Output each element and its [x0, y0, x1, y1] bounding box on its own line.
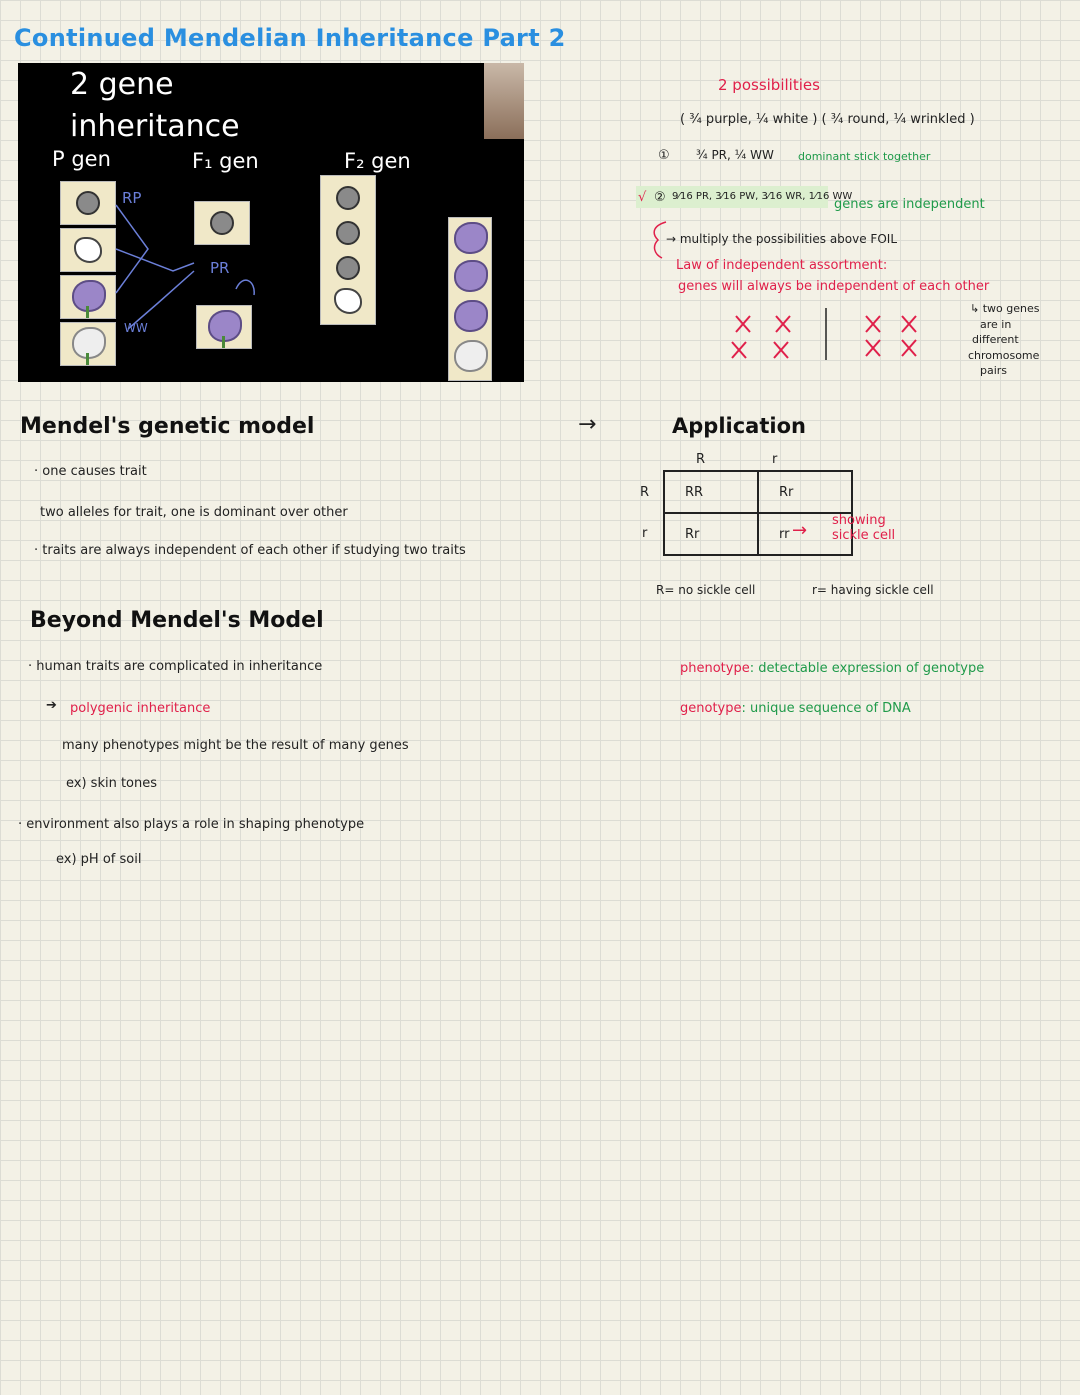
- f2-gen-label: F₂ gen: [344, 149, 411, 173]
- option-2: 9⁄16 PR, 3⁄16 PW, 3⁄16 WR, 1⁄16 WW: [672, 191, 853, 202]
- side-note-2: are in: [980, 318, 1012, 331]
- phenotype-term: phenotype: [680, 661, 750, 676]
- phenotype-text: : detectable expression of genotype: [749, 661, 985, 676]
- option-1-note: dominant stick together: [798, 150, 931, 163]
- polygenic-example: ex) skin tones: [66, 776, 158, 791]
- showing-label: showing: [832, 513, 886, 528]
- option-2-note: genes are independent: [834, 197, 985, 212]
- possibilities-heading: 2 possibilities: [718, 76, 820, 94]
- punnett-cell-rr: rr: [758, 513, 852, 555]
- key-dominant: R= no sickle cell: [656, 583, 756, 597]
- punnett-square: [663, 470, 853, 556]
- genotype-text: : unique sequence of DNA: [741, 701, 911, 716]
- annotation-ww: WW: [124, 321, 148, 335]
- f1-gen-label: F₁ gen: [192, 149, 259, 173]
- punnett-col-header-1: R: [696, 452, 706, 467]
- punnett-cell-Rr-top: Rr: [758, 471, 852, 513]
- option-2-number: ②: [654, 190, 666, 205]
- side-note-4: chromosome: [968, 349, 1040, 362]
- genotype-term: genotype: [680, 701, 742, 716]
- mendel-point-3: · traits are always independent of each other if studying two traits: [34, 543, 466, 558]
- application-heading: Application: [672, 414, 806, 438]
- environment-example: ex) pH of soil: [56, 852, 142, 867]
- punnett-row-header-2: r: [642, 526, 648, 541]
- mendel-point-2: two alleles for trait, one is dominant over other: [40, 505, 348, 520]
- multiply-note: → multiply the possibilities above FOIL: [666, 232, 897, 246]
- punnett-row-header-1: R: [640, 485, 650, 500]
- column-arrow: →: [578, 412, 597, 437]
- key-recessive: r= having sickle cell: [812, 583, 934, 597]
- law-description: genes will always be independent of each other: [678, 279, 990, 294]
- sickle-cell-label: sickle cell: [832, 528, 896, 543]
- mendel-model-heading: Mendel's genetic model: [20, 414, 315, 439]
- beyond-point-2: · environment also plays a role in shaping phenotype: [18, 817, 364, 832]
- punnett-col-header-2: r: [772, 452, 778, 467]
- slide-annotation-arrows: [18, 63, 524, 382]
- annotation-rp: RP: [122, 189, 142, 207]
- option-2-check: √: [638, 190, 647, 205]
- option-1: ¾ PR, ¼ WW: [696, 148, 774, 162]
- annotation-pr: PR: [210, 259, 230, 277]
- mendel-point-1: · one causes trait: [34, 464, 147, 479]
- possibilities-ratio: ( ¾ purple, ¼ white ) ( ¾ round, ¼ wrinkled ): [680, 112, 975, 127]
- polygenic-term: polygenic inheritance: [70, 701, 211, 716]
- slide-heading-line1: 2 gene: [70, 67, 174, 102]
- polygenic-description: many phenotypes might be the result of many genes: [62, 738, 409, 753]
- beyond-point-1: · human traits are complicated in inheritance: [28, 659, 322, 674]
- chromosome-sketch: [722, 306, 962, 362]
- slide-heading-line2: inheritance: [70, 109, 240, 144]
- law-heading: Law of independent assortment:: [676, 258, 888, 273]
- punnett-cell-Rr-bottom: Rr: [664, 513, 758, 555]
- lecture-slide: [18, 63, 524, 382]
- beyond-model-heading: Beyond Mendel's Model: [30, 608, 324, 633]
- option-1-number: ①: [658, 148, 670, 163]
- phenotype-definition: [680, 661, 984, 676]
- genotype-definition: [680, 701, 911, 716]
- page-title: Continued Mendelian Inheritance Part 2: [14, 24, 566, 52]
- polygenic-arrow: ➔: [46, 698, 57, 713]
- side-note-1: ↳ two genes: [970, 302, 1040, 315]
- p-gen-label: P gen: [52, 147, 111, 171]
- punnett-cell-RR: RR: [664, 471, 758, 513]
- sickle-arrow: →: [792, 520, 808, 541]
- side-note-5: pairs: [980, 364, 1008, 377]
- side-note-3: different: [972, 333, 1019, 346]
